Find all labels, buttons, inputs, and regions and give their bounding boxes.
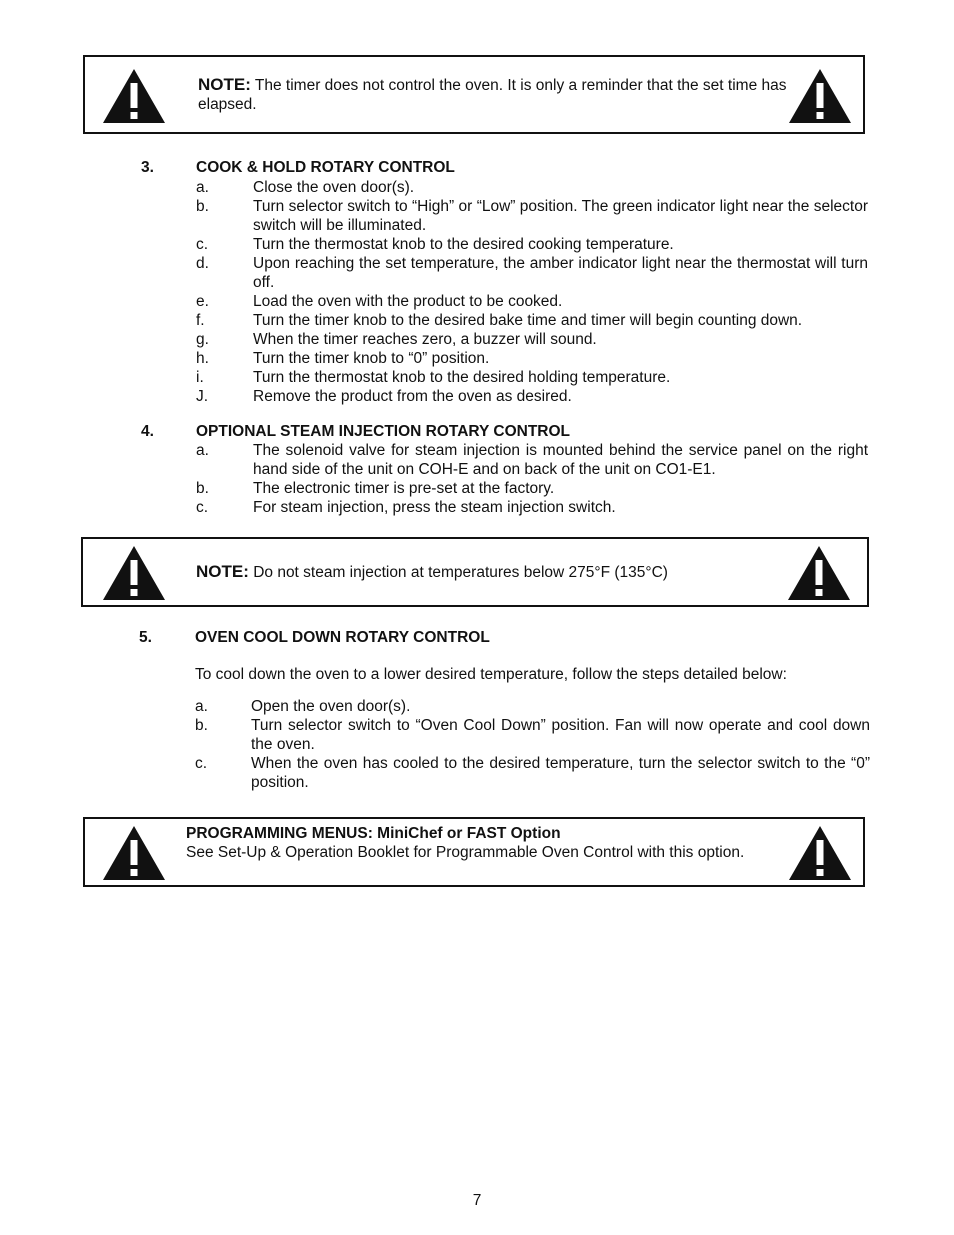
note-label: NOTE: (198, 75, 251, 94)
item-label: a. (196, 179, 209, 196)
section-number: 4. (141, 423, 154, 440)
list-item (196, 349, 868, 368)
note-text (186, 824, 766, 862)
item-text: Turn the timer knob to “0” position. (253, 350, 490, 367)
item-label: i. (196, 369, 204, 386)
section-number: 3. (141, 159, 154, 176)
note-body: The timer does not control the oven. It is only a reminder that the set time has elapsed. (198, 77, 787, 113)
note-box-steam (81, 537, 869, 607)
item-text: Open the oven door(s). (251, 698, 411, 715)
item-label: d. (196, 255, 209, 272)
item-text: Turn the timer knob to the desired bake time and timer will begin counting down. (253, 312, 803, 329)
list-item (196, 441, 868, 479)
section-title: COOK & HOLD ROTARY CONTROL (196, 159, 455, 176)
item-label: b. (195, 717, 208, 734)
item-label: g. (196, 331, 209, 348)
item-text: Turn the thermostat knob to the desired holding temperature. (253, 369, 671, 386)
note-text (196, 562, 776, 582)
item-text: Close the oven door(s). (253, 179, 415, 196)
item-text: The solenoid valve for steam injection is mounted behind the service panel on the right hand side of the unit on COH-E and on back of the unit on CO1-E1. (253, 442, 868, 478)
note-text (198, 75, 788, 114)
list-item (196, 311, 868, 330)
list-item (196, 330, 868, 349)
section-title: OVEN COOL DOWN ROTARY CONTROL (195, 629, 490, 646)
note-body: Do not steam injection at temperatures below 275°F (135°C) (248, 564, 668, 581)
item-label: a. (195, 698, 208, 715)
list-item (196, 235, 868, 254)
warning-triangle-icon (102, 68, 166, 124)
item-label: c. (196, 236, 209, 253)
section-number: 5. (139, 629, 152, 646)
item-label: c. (195, 755, 208, 772)
section-title: OPTIONAL STEAM INJECTION ROTARY CONTROL (196, 423, 571, 440)
item-text: When the timer reaches zero, a buzzer will sound. (253, 331, 597, 348)
warning-triangle-icon (788, 825, 852, 881)
list-item (196, 498, 868, 517)
note-title: PROGRAMMING MENUS: MiniChef or FAST Option (186, 825, 561, 842)
item-label: b. (196, 198, 209, 215)
warning-triangle-icon (102, 825, 166, 881)
item-text: Remove the product from the oven as desired. (253, 388, 572, 405)
item-text: Upon reaching the set temperature, the amber indicator light near the thermostat will turn off. (253, 255, 868, 291)
page-number: 7 (472, 1192, 482, 1209)
item-text: When the oven has cooled to the desired temperature, turn the selector switch to the “0” position. (251, 755, 870, 791)
item-text: Turn the thermostat knob to the desired cooking temperature. (253, 236, 674, 253)
item-text: Turn selector switch to “Oven Cool Down” position. Fan will now operate and cool down the oven. (251, 717, 870, 753)
list-item (195, 697, 870, 716)
warning-triangle-icon (102, 545, 166, 601)
item-text: The electronic timer is pre-set at the factory. (253, 480, 555, 497)
list-item (196, 387, 868, 406)
list-item (196, 292, 868, 311)
step-list (196, 178, 868, 406)
note-box-timer (83, 55, 865, 134)
list-item (196, 479, 868, 498)
item-label: e. (196, 293, 209, 310)
warning-triangle-icon (788, 68, 852, 124)
list-item (195, 754, 870, 792)
item-text: Load the oven with the product to be cooked. (253, 293, 563, 310)
item-label: c. (196, 499, 209, 516)
list-item (195, 716, 870, 754)
item-label: b. (196, 480, 209, 497)
section-intro: To cool down the oven to a lower desired temperature, follow the steps detailed below: (195, 666, 787, 683)
step-list (195, 697, 870, 792)
note-box-programming (83, 817, 865, 887)
list-item (196, 178, 868, 197)
list-item (196, 254, 868, 292)
note-body: See Set-Up & Operation Booklet for Programmable Oven Control with this option. (186, 844, 745, 861)
note-label: NOTE: (196, 562, 249, 581)
item-label: J. (196, 388, 209, 405)
item-text: Turn selector switch to “High” or “Low” position. The green indicator light near the selector switch will be illuminated. (253, 198, 868, 234)
item-label: h. (196, 350, 209, 367)
item-text: For steam injection, press the steam injection switch. (253, 499, 616, 516)
step-list (196, 441, 868, 517)
list-item (196, 368, 868, 387)
item-label: f. (196, 312, 205, 329)
warning-triangle-icon (787, 545, 851, 601)
item-label: a. (196, 442, 209, 459)
list-item (196, 197, 868, 235)
